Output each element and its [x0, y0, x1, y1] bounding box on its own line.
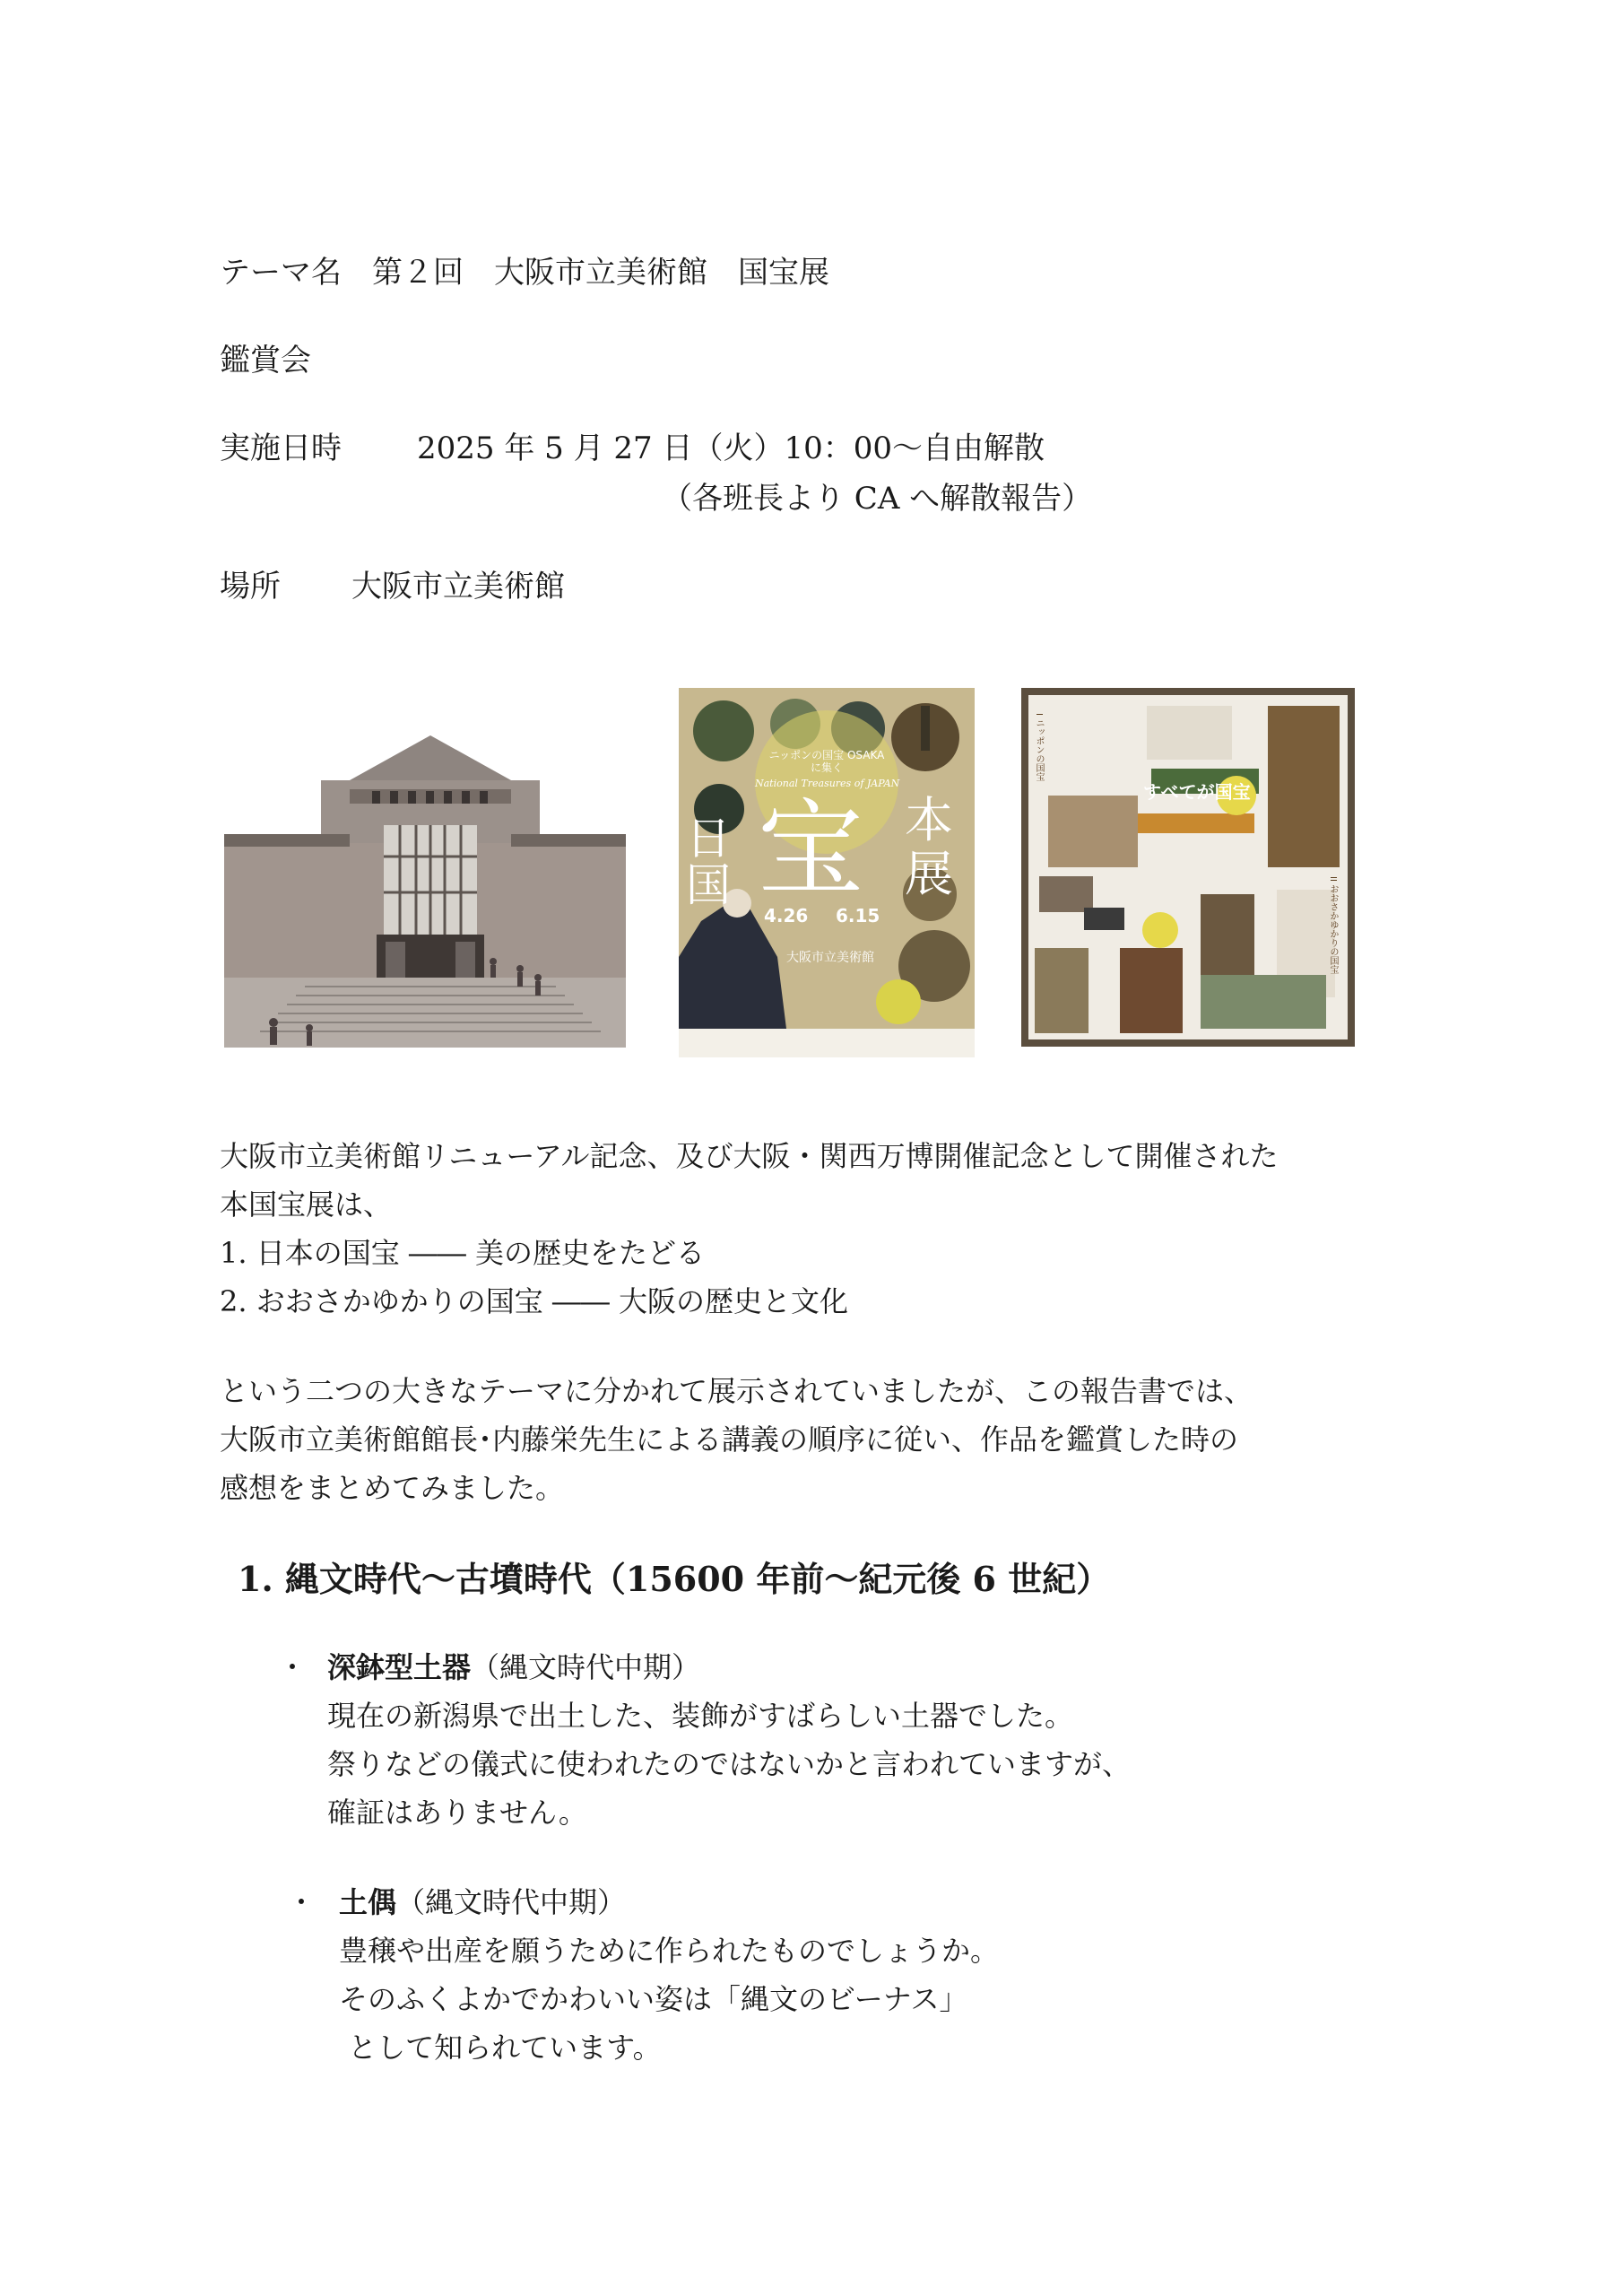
item-description-line: 豊穣や出産を願うために作られたものでしょうか。 — [339, 1934, 1000, 1968]
intro-item-2: 2. おおさかゆかりの国宝 ―― 大阪の歴史と文化 — [220, 1284, 849, 1318]
theme-line — [220, 253, 829, 292]
poster-char-koku: 国 — [686, 859, 731, 911]
theme-value: 第２回 大阪市立美術館 国宝展 — [372, 255, 829, 291]
bullet: ・ — [287, 1885, 317, 1919]
place-value: 大阪市立美術館 — [351, 569, 565, 604]
intro-line-1: 大阪市立美術館リニューアル記念、及び大阪・関西万博開催記念として開催された — [220, 1139, 1279, 1173]
poster-char-ten: 展 — [905, 846, 953, 902]
item-description-line: そのふくよかでかわいい姿は「縄文のビーナス」 — [339, 1982, 968, 2016]
list-item-dogu — [287, 1883, 626, 1921]
item-name: 深鉢型土器 — [327, 1650, 472, 1684]
item-period: （縄文時代中期） — [471, 1650, 701, 1684]
item-period: （縄文時代中期） — [396, 1885, 627, 1919]
poster-tagline: ニッポンの国宝 OSAKAに集く — [768, 749, 885, 774]
section-1-title: 1. 縄文時代〜古墳時代（15600 年前〜紀元後 6 世紀） — [238, 1559, 1111, 1599]
summary-line-2: 大阪市立美術館館長･内藤栄先生による講義の順序に従い、作品を鑑賞した時の — [220, 1422, 1239, 1457]
summary-line-3: 感想をまとめてみました。 — [220, 1471, 565, 1505]
list-item-jomon-pottery — [278, 1648, 700, 1686]
leaflet-section-one: I ニッポンの国宝 — [1034, 713, 1044, 782]
poster-english-title: National Treasures of JAPAN — [755, 778, 900, 789]
item-description-line: として知られています。 — [339, 2031, 662, 2065]
leaflet-section-two: II おおさかゆかりの国宝 — [1328, 876, 1338, 975]
poster-char-hon: 本 — [905, 792, 953, 848]
exhibition-leaflet — [1021, 688, 1355, 1047]
poster-venue: 大阪市立美術館 — [786, 951, 874, 965]
date-note: （各班長より CA へ解散報告） — [662, 481, 1093, 517]
theme-label: テーマ名 — [220, 255, 342, 291]
item-description-line: 祭りなどの儀式に使われたのではないかと言われていますが、 — [327, 1747, 1132, 1781]
item-description-line: 確証はありません。 — [327, 1796, 587, 1830]
intro-line-2: 本国宝展は、 — [220, 1187, 393, 1222]
poster-end-date: 6.15 — [836, 905, 880, 926]
item-description-line: 現在の新潟県で出土した、装飾がすばらしい土器でした。 — [327, 1699, 1074, 1733]
subtitle: 鑑賞会 — [220, 343, 311, 378]
intro-item-1: 1. 日本の国宝 ―― 美の歴史をたどる — [220, 1236, 706, 1270]
poster-start-date: 4.26 — [764, 905, 809, 926]
poster-char-hou: 宝 — [758, 787, 864, 911]
place-label: 場所 — [220, 569, 281, 604]
poster-char-nichi: 日 — [686, 813, 731, 865]
museum-building-photo — [224, 726, 626, 1048]
leaflet-headline: すべてが国宝 — [1143, 781, 1251, 803]
item-name: 土偶 — [339, 1885, 397, 1919]
bullet: ・ — [278, 1650, 308, 1684]
exhibition-poster — [679, 688, 975, 1057]
summary-line-1: という二つの大きなテーマに分かれて展示されていましたが、この報告書では、 — [220, 1374, 1253, 1408]
date-value: 2025 年 5 月 27 日（火）10：00〜自由解散 — [417, 430, 1045, 466]
date-label: 実施日時 — [220, 430, 342, 466]
